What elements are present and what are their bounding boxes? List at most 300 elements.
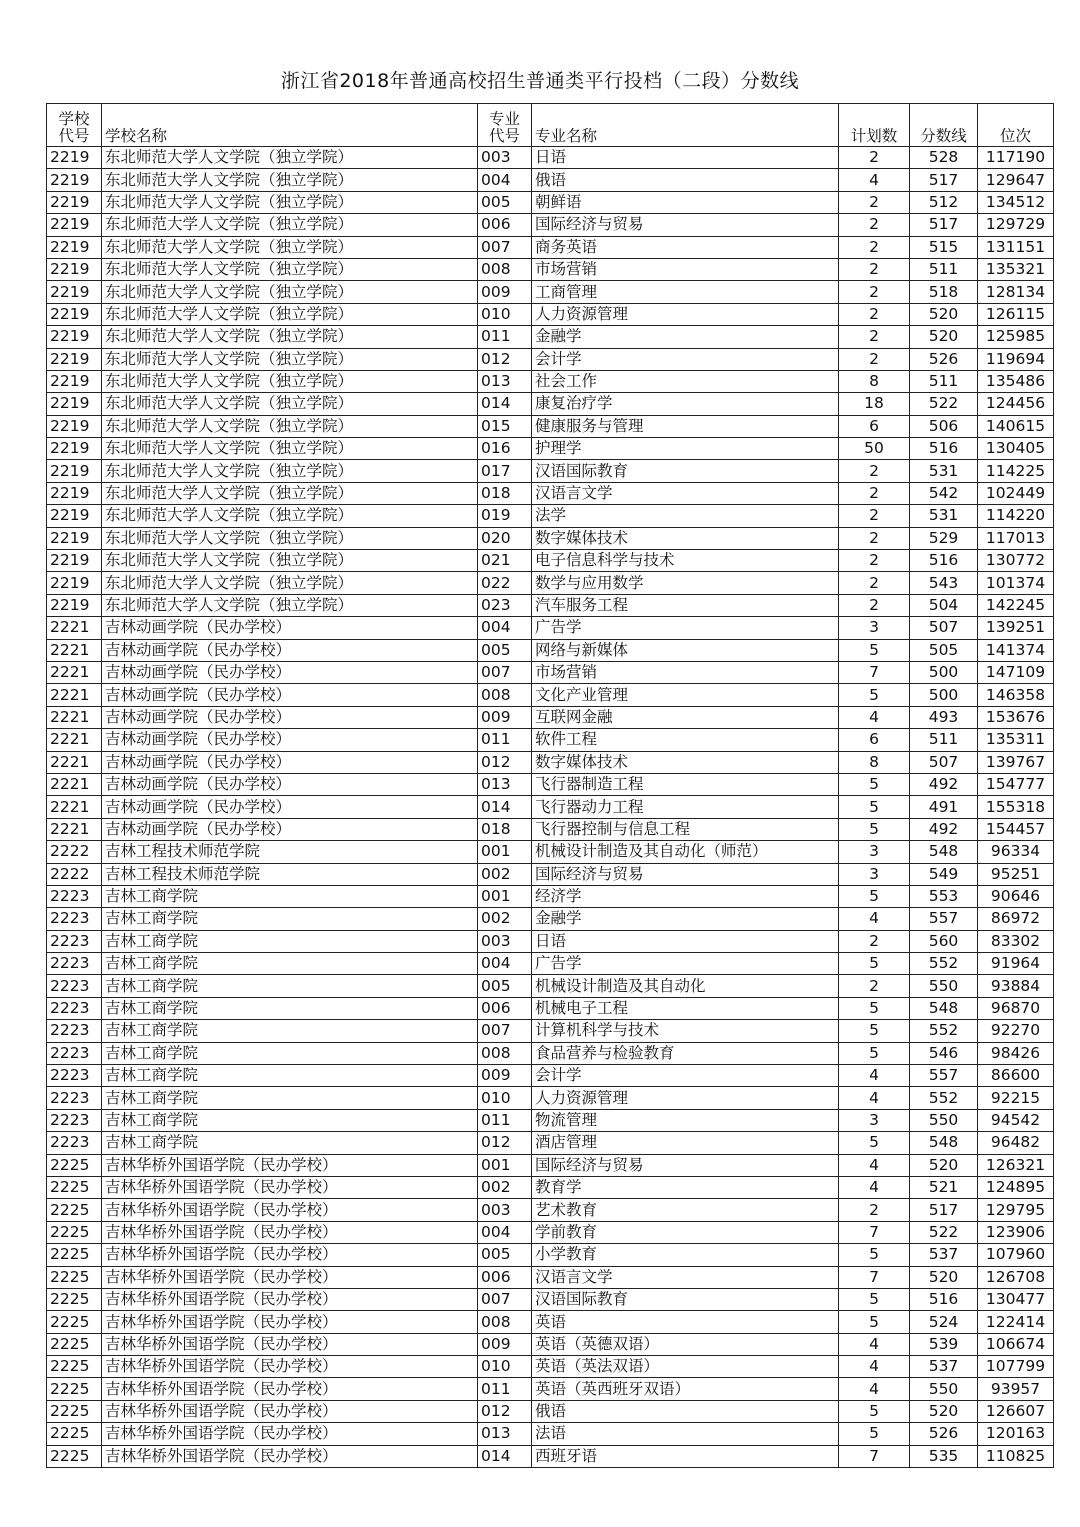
cell-major-name: 英语 <box>532 1311 839 1333</box>
cell-plan: 4 <box>839 908 910 930</box>
cell-score: 520 <box>910 1400 978 1422</box>
cell-major-code: 019 <box>478 505 532 527</box>
cell-school-name: 吉林华桥外国语学院（民办学校） <box>102 1176 478 1198</box>
cell-rank: 123906 <box>978 1221 1054 1243</box>
cell-score: 557 <box>910 1065 978 1087</box>
cell-plan: 2 <box>839 236 910 258</box>
cell-plan: 4 <box>839 1356 910 1378</box>
cell-major-code: 012 <box>478 348 532 370</box>
cell-major-code: 014 <box>478 1445 532 1467</box>
cell-rank: 141374 <box>978 639 1054 661</box>
cell-major-code: 006 <box>478 1266 532 1288</box>
table-row <box>47 729 1054 751</box>
cell-major-name: 广告学 <box>532 953 839 975</box>
cell-score: 537 <box>910 1244 978 1266</box>
cell-school-name: 吉林动画学院（民办学校） <box>102 773 478 795</box>
cell-school-name: 吉林工商学院 <box>102 1065 478 1087</box>
cell-major-code: 017 <box>478 460 532 482</box>
cell-major-name: 会计学 <box>532 348 839 370</box>
cell-school-code: 2219 <box>47 258 102 280</box>
cell-plan: 6 <box>839 415 910 437</box>
cell-major-name: 电子信息科学与技术 <box>532 550 839 572</box>
cell-major-code: 020 <box>478 527 532 549</box>
cell-rank: 91964 <box>978 953 1054 975</box>
table-row <box>47 1042 1054 1064</box>
cell-rank: 154777 <box>978 773 1054 795</box>
table-row <box>47 1154 1054 1176</box>
cell-score: 548 <box>910 997 978 1019</box>
cell-major-code: 011 <box>478 1378 532 1400</box>
cell-major-name: 教育学 <box>532 1176 839 1198</box>
cell-plan: 2 <box>839 258 910 280</box>
cell-major-code: 009 <box>478 1333 532 1355</box>
cell-major-name: 商务英语 <box>532 236 839 258</box>
cell-score: 491 <box>910 796 978 818</box>
cell-major-name: 金融学 <box>532 326 839 348</box>
cell-rank: 135321 <box>978 258 1054 280</box>
cell-score: 550 <box>910 975 978 997</box>
cell-major-name: 朝鲜语 <box>532 191 839 213</box>
cell-score: 548 <box>910 1132 978 1154</box>
cell-major-code: 005 <box>478 975 532 997</box>
cell-major-name: 物流管理 <box>532 1109 839 1131</box>
cell-major-name: 俄语 <box>532 1400 839 1422</box>
cell-score: 542 <box>910 482 978 504</box>
cell-major-name: 机械设计制造及其自动化 <box>532 975 839 997</box>
table-row <box>47 684 1054 706</box>
cell-school-code: 2223 <box>47 997 102 1019</box>
cell-major-name: 学前教育 <box>532 1221 839 1243</box>
cell-school-name: 吉林动画学院（民办学校） <box>102 684 478 706</box>
cell-plan: 2 <box>839 594 910 616</box>
table-row <box>47 1199 1054 1221</box>
cell-school-name: 吉林动画学院（民办学校） <box>102 617 478 639</box>
cell-rank: 86972 <box>978 908 1054 930</box>
cell-plan: 7 <box>839 1221 910 1243</box>
cell-school-name: 吉林工程技术师范学院 <box>102 863 478 885</box>
cell-school-name: 吉林华桥外国语学院（民办学校） <box>102 1288 478 1310</box>
cell-school-name: 东北师范大学人文学院（独立学院） <box>102 415 478 437</box>
cell-rank: 120163 <box>978 1423 1054 1445</box>
cell-rank: 126321 <box>978 1154 1054 1176</box>
cell-major-code: 005 <box>478 1244 532 1266</box>
cell-major-code: 012 <box>478 1132 532 1154</box>
cell-score: 520 <box>910 303 978 325</box>
cell-score: 517 <box>910 1199 978 1221</box>
cell-major-code: 022 <box>478 572 532 594</box>
cell-major-name: 文化产业管理 <box>532 684 839 706</box>
cell-major-code: 004 <box>478 617 532 639</box>
cell-rank: 94542 <box>978 1109 1054 1131</box>
cell-major-code: 009 <box>478 281 532 303</box>
cell-plan: 2 <box>839 147 910 169</box>
cell-major-name: 健康服务与管理 <box>532 415 839 437</box>
cell-major-name: 法语 <box>532 1423 839 1445</box>
cell-score: 500 <box>910 661 978 683</box>
cell-major-code: 023 <box>478 594 532 616</box>
cell-score: 537 <box>910 1356 978 1378</box>
cell-school-code: 2221 <box>47 751 102 773</box>
cell-rank: 130477 <box>978 1288 1054 1310</box>
header-row <box>47 104 1054 147</box>
table-row <box>47 281 1054 303</box>
table-row <box>47 1333 1054 1355</box>
cell-school-name: 吉林华桥外国语学院（民办学校） <box>102 1333 478 1355</box>
cell-plan: 5 <box>839 1423 910 1445</box>
cell-score: 516 <box>910 550 978 572</box>
header-plan: 计划数 <box>839 104 910 147</box>
cell-score: 552 <box>910 1087 978 1109</box>
cell-major-name: 软件工程 <box>532 729 839 751</box>
cell-score: 522 <box>910 1221 978 1243</box>
cell-score: 507 <box>910 751 978 773</box>
cell-major-code: 003 <box>478 930 532 952</box>
cell-major-name: 计算机科学与技术 <box>532 1020 839 1042</box>
cell-major-name: 日语 <box>532 147 839 169</box>
cell-school-name: 吉林工商学院 <box>102 1087 478 1109</box>
cell-score: 526 <box>910 1423 978 1445</box>
cell-school-name: 东北师范大学人文学院（独立学院） <box>102 572 478 594</box>
table-row <box>47 1288 1054 1310</box>
cell-plan: 4 <box>839 706 910 728</box>
cell-plan: 2 <box>839 930 910 952</box>
table-row <box>47 661 1054 683</box>
cell-major-name: 经济学 <box>532 885 839 907</box>
cell-major-code: 008 <box>478 684 532 706</box>
cell-major-code: 016 <box>478 438 532 460</box>
cell-major-code: 002 <box>478 908 532 930</box>
cell-score: 520 <box>910 1266 978 1288</box>
table-row <box>47 796 1054 818</box>
cell-school-code: 2225 <box>47 1288 102 1310</box>
cell-major-code: 010 <box>478 1087 532 1109</box>
table-row <box>47 975 1054 997</box>
score-table <box>46 103 1054 1468</box>
cell-plan: 5 <box>839 1132 910 1154</box>
cell-rank: 95251 <box>978 863 1054 885</box>
cell-score: 531 <box>910 505 978 527</box>
cell-school-code: 2222 <box>47 863 102 885</box>
cell-major-code: 014 <box>478 393 532 415</box>
cell-school-name: 东北师范大学人文学院（独立学院） <box>102 258 478 280</box>
cell-score: 516 <box>910 438 978 460</box>
cell-score: 531 <box>910 460 978 482</box>
cell-school-name: 吉林动画学院（民办学校） <box>102 661 478 683</box>
cell-school-name: 东北师范大学人文学院（独立学院） <box>102 370 478 392</box>
cell-rank: 155318 <box>978 796 1054 818</box>
cell-plan: 5 <box>839 796 910 818</box>
cell-rank: 125985 <box>978 326 1054 348</box>
cell-school-name: 吉林华桥外国语学院（民办学校） <box>102 1400 478 1422</box>
cell-school-code: 2225 <box>47 1356 102 1378</box>
cell-school-code: 2223 <box>47 1109 102 1131</box>
cell-plan: 4 <box>839 1333 910 1355</box>
cell-plan: 2 <box>839 460 910 482</box>
cell-school-name: 东北师范大学人文学院（独立学院） <box>102 527 478 549</box>
cell-school-name: 吉林动画学院（民办学校） <box>102 639 478 661</box>
cell-school-code: 2221 <box>47 684 102 706</box>
table-row <box>47 572 1054 594</box>
cell-plan: 5 <box>839 885 910 907</box>
cell-major-name: 俄语 <box>532 169 839 191</box>
cell-score: 549 <box>910 863 978 885</box>
table-row <box>47 326 1054 348</box>
table-row <box>47 348 1054 370</box>
cell-major-name: 网络与新媒体 <box>532 639 839 661</box>
cell-plan: 2 <box>839 527 910 549</box>
cell-school-name: 吉林工商学院 <box>102 975 478 997</box>
cell-score: 526 <box>910 348 978 370</box>
cell-major-name: 工商管理 <box>532 281 839 303</box>
table-row <box>47 214 1054 236</box>
cell-school-code: 2223 <box>47 1132 102 1154</box>
table-row <box>47 1020 1054 1042</box>
cell-major-code: 013 <box>478 370 532 392</box>
cell-rank: 96870 <box>978 997 1054 1019</box>
cell-major-code: 003 <box>478 1199 532 1221</box>
cell-plan: 2 <box>839 572 910 594</box>
cell-major-name: 艺术教育 <box>532 1199 839 1221</box>
cell-score: 516 <box>910 1288 978 1310</box>
cell-major-name: 数字媒体技术 <box>532 527 839 549</box>
cell-school-name: 吉林工商学院 <box>102 1109 478 1131</box>
cell-plan: 7 <box>839 661 910 683</box>
cell-major-name: 酒店管理 <box>532 1132 839 1154</box>
cell-rank: 98426 <box>978 1042 1054 1064</box>
cell-score: 504 <box>910 594 978 616</box>
cell-rank: 134512 <box>978 191 1054 213</box>
cell-plan: 5 <box>839 1400 910 1422</box>
cell-rank: 90646 <box>978 885 1054 907</box>
cell-score: 500 <box>910 684 978 706</box>
cell-plan: 2 <box>839 281 910 303</box>
cell-school-code: 2225 <box>47 1311 102 1333</box>
cell-major-name: 英语（英德双语） <box>532 1333 839 1355</box>
cell-rank: 93884 <box>978 975 1054 997</box>
cell-rank: 124895 <box>978 1176 1054 1198</box>
cell-school-code: 2219 <box>47 460 102 482</box>
cell-major-name: 食品营养与检验教育 <box>532 1042 839 1064</box>
cell-score: 552 <box>910 1020 978 1042</box>
cell-school-code: 2223 <box>47 930 102 952</box>
cell-school-code: 2225 <box>47 1400 102 1422</box>
table-row <box>47 885 1054 907</box>
cell-school-code: 2219 <box>47 438 102 460</box>
cell-score: 511 <box>910 729 978 751</box>
cell-school-name: 东北师范大学人文学院（独立学院） <box>102 191 478 213</box>
cell-school-name: 吉林动画学院（民办学校） <box>102 818 478 840</box>
table-row <box>47 393 1054 415</box>
cell-rank: 117013 <box>978 527 1054 549</box>
table-row <box>47 236 1054 258</box>
page-title: 浙江省2018年普通高校招生普通类平行投档（二段）分数线 <box>280 70 800 92</box>
cell-school-code: 2219 <box>47 191 102 213</box>
cell-school-name: 东北师范大学人文学院（独立学院） <box>102 326 478 348</box>
table-row <box>47 863 1054 885</box>
cell-school-name: 东北师范大学人文学院（独立学院） <box>102 594 478 616</box>
cell-school-code: 2219 <box>47 415 102 437</box>
table-row <box>47 1221 1054 1243</box>
cell-major-code: 008 <box>478 258 532 280</box>
cell-rank: 130405 <box>978 438 1054 460</box>
cell-score: 520 <box>910 1154 978 1176</box>
cell-major-name: 英语（英西班牙双语） <box>532 1378 839 1400</box>
cell-score: 529 <box>910 527 978 549</box>
cell-major-name: 人力资源管理 <box>532 1087 839 1109</box>
cell-major-name: 数字媒体技术 <box>532 751 839 773</box>
cell-plan: 4 <box>839 1087 910 1109</box>
table-row <box>47 953 1054 975</box>
cell-rank: 96482 <box>978 1132 1054 1154</box>
cell-rank: 124456 <box>978 393 1054 415</box>
cell-major-name: 国际经济与贸易 <box>532 863 839 885</box>
cell-score: 517 <box>910 214 978 236</box>
cell-major-code: 011 <box>478 326 532 348</box>
cell-school-name: 吉林华桥外国语学院（民办学校） <box>102 1221 478 1243</box>
cell-school-code: 2225 <box>47 1154 102 1176</box>
table-row <box>47 617 1054 639</box>
cell-school-code: 2225 <box>47 1176 102 1198</box>
cell-score: 492 <box>910 773 978 795</box>
header-major-name: 专业名称 <box>532 104 839 147</box>
table-row <box>47 415 1054 437</box>
cell-score: 548 <box>910 841 978 863</box>
cell-rank: 131151 <box>978 236 1054 258</box>
table-row <box>47 706 1054 728</box>
cell-rank: 101374 <box>978 572 1054 594</box>
cell-plan: 3 <box>839 617 910 639</box>
cell-plan: 2 <box>839 303 910 325</box>
cell-school-name: 吉林工程技术师范学院 <box>102 841 478 863</box>
table-row <box>47 1400 1054 1422</box>
cell-score: 522 <box>910 393 978 415</box>
cell-school-name: 东北师范大学人文学院（独立学院） <box>102 214 478 236</box>
cell-rank: 117190 <box>978 147 1054 169</box>
cell-score: 553 <box>910 885 978 907</box>
cell-major-name: 英语（英法双语） <box>532 1356 839 1378</box>
table-row <box>47 1132 1054 1154</box>
table-row <box>47 1311 1054 1333</box>
table-row <box>47 1356 1054 1378</box>
cell-score: 521 <box>910 1176 978 1198</box>
cell-major-code: 007 <box>478 1288 532 1310</box>
cell-major-name: 汉语国际教育 <box>532 460 839 482</box>
cell-plan: 5 <box>839 1311 910 1333</box>
cell-major-code: 009 <box>478 1065 532 1087</box>
cell-major-name: 飞行器动力工程 <box>532 796 839 818</box>
cell-major-name: 汉语言文学 <box>532 1266 839 1288</box>
cell-school-name: 吉林动画学院（民办学校） <box>102 706 478 728</box>
table-row <box>47 1423 1054 1445</box>
cell-plan: 2 <box>839 505 910 527</box>
cell-school-name: 吉林华桥外国语学院（民办学校） <box>102 1154 478 1176</box>
cell-rank: 102449 <box>978 482 1054 504</box>
cell-school-name: 吉林工商学院 <box>102 930 478 952</box>
cell-school-name: 吉林工商学院 <box>102 1020 478 1042</box>
cell-plan: 5 <box>839 773 910 795</box>
cell-major-code: 007 <box>478 236 532 258</box>
cell-score: 528 <box>910 147 978 169</box>
cell-score: 524 <box>910 1311 978 1333</box>
cell-rank: 129795 <box>978 1199 1054 1221</box>
cell-school-code: 2225 <box>47 1199 102 1221</box>
cell-school-name: 吉林工商学院 <box>102 885 478 907</box>
cell-rank: 106674 <box>978 1333 1054 1355</box>
cell-school-code: 2223 <box>47 885 102 907</box>
cell-major-code: 013 <box>478 773 532 795</box>
cell-score: 506 <box>910 415 978 437</box>
table-row <box>47 818 1054 840</box>
cell-major-name: 国际经济与贸易 <box>532 1154 839 1176</box>
cell-school-code: 2225 <box>47 1378 102 1400</box>
table-row <box>47 303 1054 325</box>
cell-school-name: 吉林华桥外国语学院（民办学校） <box>102 1266 478 1288</box>
cell-school-name: 吉林华桥外国语学院（民办学校） <box>102 1199 478 1221</box>
cell-score: 543 <box>910 572 978 594</box>
cell-school-code: 2223 <box>47 908 102 930</box>
cell-rank: 139767 <box>978 751 1054 773</box>
cell-major-code: 010 <box>478 303 532 325</box>
cell-school-code: 2219 <box>47 505 102 527</box>
cell-rank: 129647 <box>978 169 1054 191</box>
table-row <box>47 1109 1054 1131</box>
cell-major-code: 012 <box>478 1400 532 1422</box>
cell-major-code: 006 <box>478 214 532 236</box>
cell-school-name: 吉林华桥外国语学院（民办学校） <box>102 1244 478 1266</box>
cell-major-code: 004 <box>478 169 532 191</box>
cell-school-code: 2219 <box>47 594 102 616</box>
cell-school-name: 吉林工商学院 <box>102 953 478 975</box>
table-row <box>47 1266 1054 1288</box>
cell-school-name: 吉林动画学院（民办学校） <box>102 729 478 751</box>
cell-major-name: 社会工作 <box>532 370 839 392</box>
cell-major-code: 006 <box>478 997 532 1019</box>
cell-major-name: 飞行器制造工程 <box>532 773 839 795</box>
table-row <box>47 505 1054 527</box>
cell-school-name: 东北师范大学人文学院（独立学院） <box>102 303 478 325</box>
cell-major-code: 002 <box>478 863 532 885</box>
cell-score: 515 <box>910 236 978 258</box>
cell-major-name: 西班牙语 <box>532 1445 839 1467</box>
cell-score: 520 <box>910 326 978 348</box>
table-row <box>47 482 1054 504</box>
cell-school-code: 2225 <box>47 1221 102 1243</box>
cell-plan: 2 <box>839 482 910 504</box>
cell-major-code: 001 <box>478 841 532 863</box>
table-row <box>47 1244 1054 1266</box>
cell-school-code: 2221 <box>47 617 102 639</box>
cell-plan: 2 <box>839 326 910 348</box>
cell-school-name: 吉林工商学院 <box>102 908 478 930</box>
cell-major-name: 日语 <box>532 930 839 952</box>
cell-school-name: 东北师范大学人文学院（独立学院） <box>102 482 478 504</box>
table-row <box>47 841 1054 863</box>
cell-rank: 119694 <box>978 348 1054 370</box>
table-row <box>47 147 1054 169</box>
cell-school-name: 东北师范大学人文学院（独立学院） <box>102 393 478 415</box>
table-row <box>47 1378 1054 1400</box>
table-row <box>47 594 1054 616</box>
cell-major-name: 市场营销 <box>532 258 839 280</box>
cell-rank: 114225 <box>978 460 1054 482</box>
cell-plan: 7 <box>839 1266 910 1288</box>
cell-school-code: 2219 <box>47 482 102 504</box>
cell-major-code: 010 <box>478 1356 532 1378</box>
cell-school-name: 东北师范大学人文学院（独立学院） <box>102 281 478 303</box>
cell-rank: 146358 <box>978 684 1054 706</box>
cell-score: 511 <box>910 258 978 280</box>
cell-school-code: 2222 <box>47 841 102 863</box>
